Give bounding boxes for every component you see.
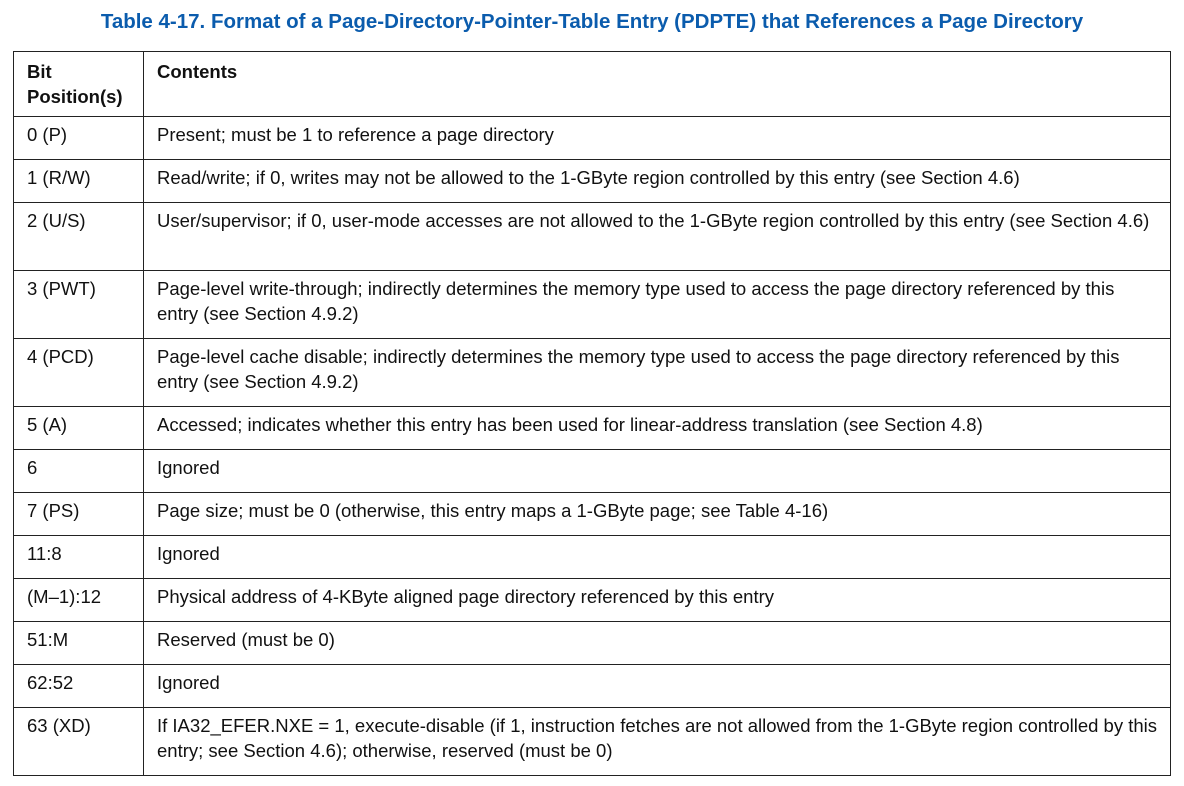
- table-row: [14, 407, 1171, 450]
- contents-cell: Page-level write-through; indirectly determines the memory type used to access the page directory referenced by this entry (see Section 4.9.2): [144, 271, 1171, 339]
- bit-position-cell: 5 (A): [14, 407, 144, 450]
- contents-cell: Ignored: [144, 450, 1171, 493]
- table-row: [14, 450, 1171, 493]
- table-row: [14, 271, 1171, 339]
- table-header-row: [14, 52, 1171, 117]
- contents-cell: Ignored: [144, 536, 1171, 579]
- bit-position-cell: 2 (U/S): [14, 203, 144, 271]
- column-header-bit-position: Bit Position(s): [14, 52, 144, 117]
- contents-cell: Physical address of 4-KByte aligned page directory referenced by this entry: [144, 579, 1171, 622]
- table-row: [14, 160, 1171, 203]
- table-row: [14, 665, 1171, 708]
- table-row: [14, 622, 1171, 665]
- table-row: [14, 708, 1171, 776]
- contents-cell: Page-level cache disable; indirectly determines the memory type used to access the page directory referenced by this entry (see Section 4.9.2): [144, 339, 1171, 407]
- contents-cell: User/supervisor; if 0, user-mode accesses are not allowed to the 1-GByte region controlled by this entry (see Section 4.6): [144, 203, 1171, 271]
- contents-cell: Present; must be 1 to reference a page directory: [144, 117, 1171, 160]
- bit-position-cell: 6: [14, 450, 144, 493]
- bit-position-cell: 4 (PCD): [14, 339, 144, 407]
- table-row: [14, 117, 1171, 160]
- bit-position-cell: 7 (PS): [14, 493, 144, 536]
- pdpte-format-table: [13, 51, 1171, 776]
- table-title: Table 4-17. Format of a Page-Directory-Pointer-Table Entry (PDPTE) that References a Page Directory: [100, 10, 1084, 33]
- contents-cell: Page size; must be 0 (otherwise, this entry maps a 1-GByte page; see Table 4-16): [144, 493, 1171, 536]
- contents-cell: If IA32_EFER.NXE = 1, execute-disable (if 1, instruction fetches are not allowed from the 1-GByte region controlled by this entry; see Section 4.6); otherwise, reserved (must be 0): [144, 708, 1171, 776]
- contents-cell: Accessed; indicates whether this entry has been used for linear-address translation (see Section 4.8): [144, 407, 1171, 450]
- bit-position-cell: 0 (P): [14, 117, 144, 160]
- bit-position-cell: 11:8: [14, 536, 144, 579]
- table-row: [14, 493, 1171, 536]
- bit-position-cell: 63 (XD): [14, 708, 144, 776]
- bit-position-cell: 51:M: [14, 622, 144, 665]
- bit-position-cell: 1 (R/W): [14, 160, 144, 203]
- column-header-contents: Contents: [144, 52, 1171, 117]
- table-row: [14, 536, 1171, 579]
- contents-cell: Read/write; if 0, writes may not be allowed to the 1-GByte region controlled by this entry (see Section 4.6): [144, 160, 1171, 203]
- table-row: [14, 203, 1171, 271]
- table-row: [14, 339, 1171, 407]
- contents-cell: Ignored: [144, 665, 1171, 708]
- bit-position-cell: 3 (PWT): [14, 271, 144, 339]
- bit-position-cell: 62:52: [14, 665, 144, 708]
- table-row: [14, 579, 1171, 622]
- contents-cell: Reserved (must be 0): [144, 622, 1171, 665]
- bit-position-cell: (M–1):12: [14, 579, 144, 622]
